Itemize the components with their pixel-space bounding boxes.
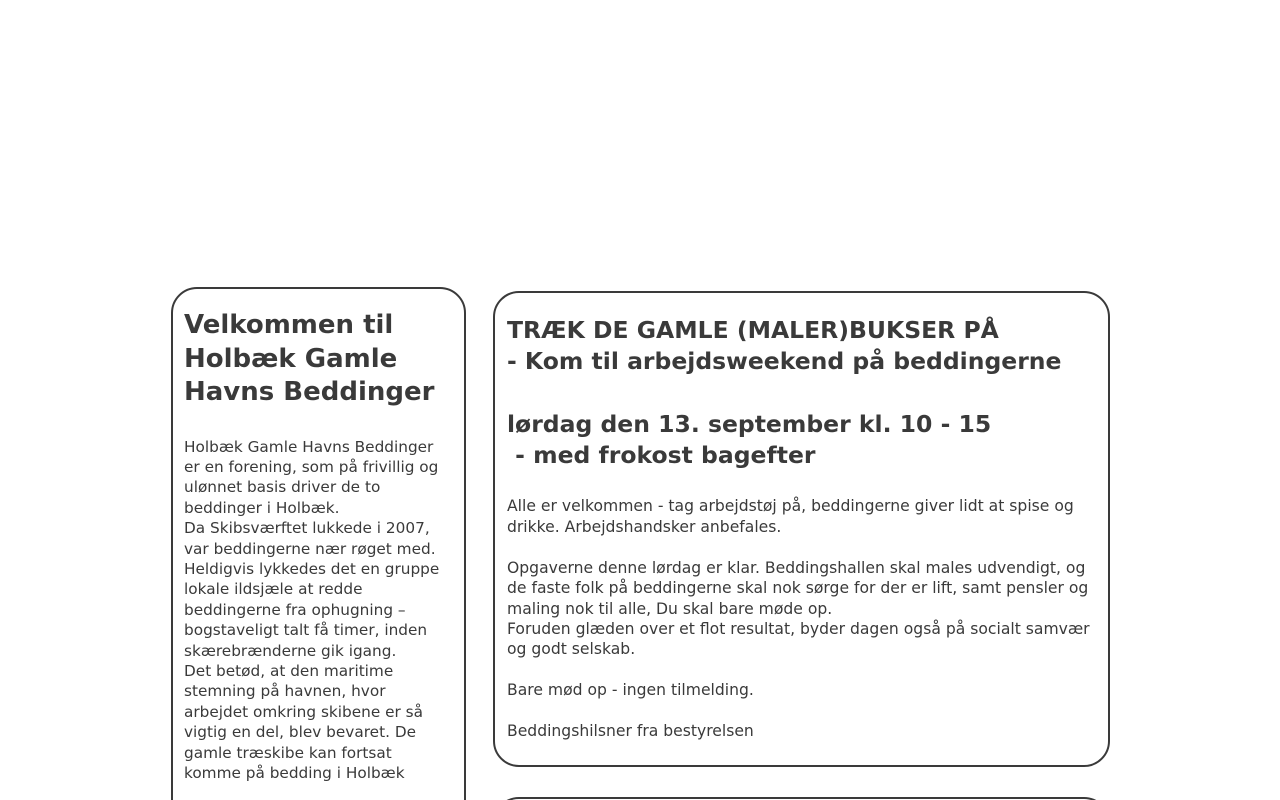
welcome-title-line: Holbæk Gamle xyxy=(184,343,398,374)
event-heading-line: TRÆK DE GAMLE (MALER)BUKSER PÅ xyxy=(507,316,999,344)
event-card xyxy=(493,291,1110,767)
welcome-title-line: Havns Beddinger xyxy=(184,377,435,407)
welcome-text xyxy=(184,437,453,784)
event-heading xyxy=(507,315,1096,471)
event-intro: Alle er velkommen - tag arbejdstøj på, beddingerne giver lidt at spise og drikke. Arbejdshandsker anbefales. xyxy=(507,497,1074,536)
welcome-paragraph: Da Skibsværftet lukkede i 2007, var beddingerne nær røget med. Heldigvis lykkedes det en gruppe lokale ildsjæle at redde beddingerne fra ophugning – bogstaveligt talt få timer, inden skærebrænderne gik igang. xyxy=(184,519,440,660)
welcome-paragraph: Det betød, at den maritime stemning på havnen, hvor arbejdet omkring skibene er så vigtig en del, blev bevaret. De gamle træskibe kan fortsat komme på bedding i Holbæk xyxy=(184,661,424,782)
event-signup: Bare mød op - ingen tilmelding. xyxy=(507,681,754,700)
event-date-line: lørdag den 13. september kl. 10 - 15 xyxy=(507,409,992,438)
spacer xyxy=(507,660,1096,680)
welcome-title xyxy=(184,309,453,410)
event-social: Foruden glæden over et flot resultat, byder dagen også på socialt samvær og godt selskab. xyxy=(507,619,1090,659)
event-heading-line: - Kom til arbejdsweekend på beddingerne xyxy=(507,347,1062,376)
welcome-card xyxy=(171,287,466,800)
spacer xyxy=(507,701,1096,721)
welcome-paragraph: Holbæk Gamle Havns Beddinger er en forening, som på frivillig og ulønnet basis driver de to beddinger i Holbæk. xyxy=(184,437,439,517)
event-tasks: Opgaverne denne lørdag er klar. Beddingshallen skal males udvendigt, og de faste folk på beddingerne skal nok sørge for der er lift, samt pensler og maling nok til alle, Du skal bare møde op. xyxy=(507,558,1089,618)
event-heading-line: - med frokost bagefter xyxy=(507,441,816,470)
spacer xyxy=(507,537,1096,557)
welcome-title-line: Velkommen til xyxy=(184,310,394,340)
event-text xyxy=(507,496,1096,741)
event-signoff: Beddingshilsner fra bestyrelsen xyxy=(507,721,754,740)
